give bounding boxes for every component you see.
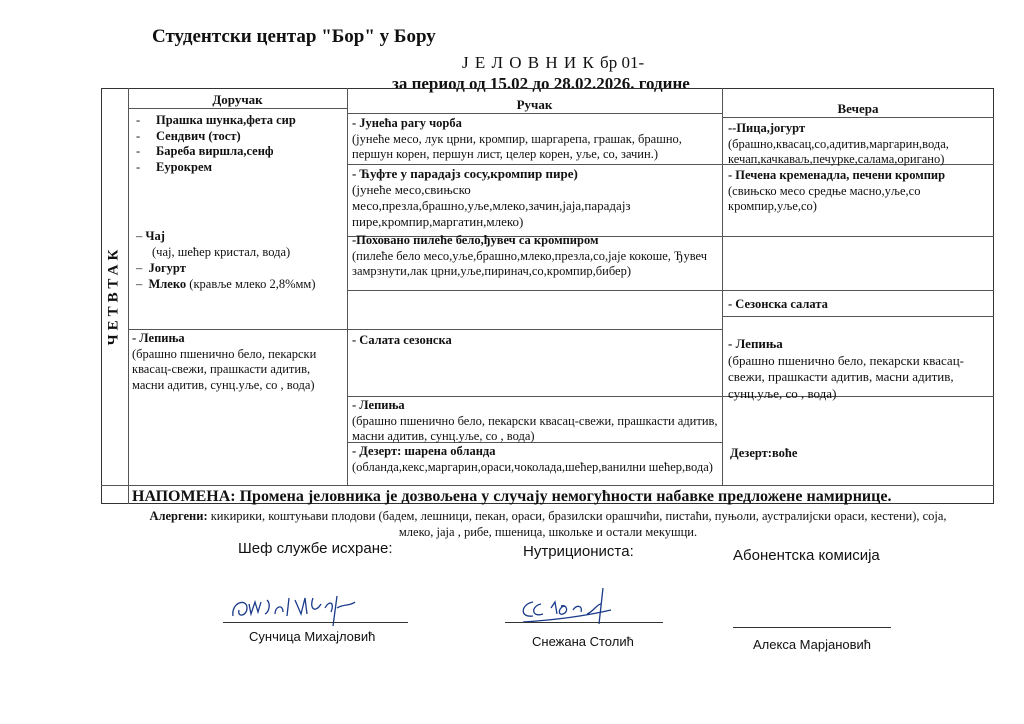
list-item: - Сендвич (тост) (136, 128, 241, 143)
bread-desc: (брашно пшенично бело, пекарски квасац-свежи, прашкасти адитив, масни адитив, сунц.уље, со , вода) (132, 346, 317, 392)
lunch-dessert: - Дезерт: шарена обланда (обланда,кекс,маргарин,ораси,чоколада,шећер,ванилни шећер,вода) (352, 444, 713, 474)
signature-line (223, 622, 408, 623)
menu-note: НАПОМЕНА: Промена јеловника је дозвољена у случају немогућности набавке предложене намирнице. (132, 488, 892, 505)
divider (128, 329, 722, 330)
menu-period: за период од 15.02 до 28.02.2026. године (392, 74, 690, 93)
divider (722, 316, 994, 317)
lunch-bread: - Лепиња (брашно пшенично бело, пекарски квасац-свежи, прашкасти адитив, масни адитив, сунц.уље, со , вода) (352, 398, 718, 443)
col-header-dinner: Вечера (837, 101, 879, 116)
lunch-dish-2: - Ћуфте у парадајз сосу,кромпир пире) (јунеће месо,свињско месо,презла,брашно,уље,млеко,зачин,јаја,парадајз пире,кромпир,маргатин,млеко) (352, 166, 631, 229)
menu-title-word: Ј Е Л О В Н И К (462, 53, 595, 72)
col-header-breakfast: Доручак (212, 92, 263, 107)
menu-title (462, 53, 644, 73)
allergens-label: Алергени: (149, 509, 208, 523)
signature-role-nutritionist: Нутриционистa: (523, 543, 634, 560)
divider (347, 113, 722, 114)
list-item: - Прашка шунка,фета сир (136, 113, 296, 127)
divider (722, 88, 723, 485)
tea-desc: (чај, шећер кристал, вода) (152, 245, 291, 259)
lunch-dish-1: - Јунећа рагу чорба (јунеће месо, лук црни, кромпир, шаргарепа, грашак, брашно, першун корен, першун лист, целер корен, уље, со, зачин.) (352, 116, 682, 161)
dinner-bread: - Лепиња (брашно пшенично бело, пекарски квасац-свежи, прашкасти адитив, масни адитив, сунц.уље, со , вода) (728, 336, 964, 401)
divider (101, 485, 994, 486)
day-label-text: ЧЕТВТАК (105, 245, 122, 346)
breakfast-drinks (136, 228, 346, 292)
signature-line (733, 627, 891, 628)
institution-title: Студентски центар "Бор" у Бору (152, 26, 436, 47)
list-item: - Еурокрем (136, 159, 213, 174)
col-header-lunch: Ручак (516, 97, 553, 112)
day-label (104, 232, 126, 362)
lunch-dish-3: -Поховано пилеће бело,ђувеч са кромпиром (пилеће бело месо,уље,брашно,млеко,презла,со,јаје кокоше, Ђувеч замрзнути,лак црни,уље,пиринач,со,кромпир,бибер) (352, 233, 708, 278)
signature-name-chef: Сунчица Михајловић (249, 629, 376, 644)
divider (347, 290, 994, 291)
list-item: - Бареба виршла,сенф (136, 144, 274, 158)
lunch-salad: - Салата сезонска (352, 333, 452, 347)
bread-title: - Лепиња (132, 331, 185, 345)
divider (722, 117, 994, 118)
tea-item: – Чај (136, 229, 165, 243)
allergens-text: кикирики, коштуњави плодови (бадем, лешници, пекан, ораси, бразилски орашчићи, пистаћи, пуњоли, аустралијски ораси, кестени), соја, млеко, јаја , рибе, пшеница, школьке и остали мекушци. (210, 509, 947, 539)
signature-line (505, 622, 663, 623)
dinner-salad: - Сезонска салата (728, 297, 828, 311)
milk-item: – Млеко (крављe млеко 2,8%мм) (136, 277, 316, 291)
dinner-dish-1: --Пица,јогурт (брашно,квасац,со,адитив,маргарин,вода, кечап,качкаваљ,печурке,салама,оригано) (728, 121, 949, 166)
divider (347, 88, 348, 485)
signature-role-committee: Абонентска комисија (733, 547, 880, 564)
signature-name-nutritionist: Снежана Столић (532, 634, 634, 649)
allergens (148, 508, 948, 540)
divider (128, 108, 347, 109)
breakfast-items (136, 113, 346, 175)
signature-role-chef: Шеф службе исхране: (238, 540, 393, 557)
menu-number: бр 01- (600, 53, 645, 72)
divider (128, 88, 129, 504)
dinner-dish-2: - Печена кременадла, печени кромпир (свињско месо средње масно,уље,со кромпир,уље,со) (728, 168, 946, 213)
yogurt-item: – Јогурт (136, 261, 186, 275)
dinner-dessert: Дезерт:воће (730, 446, 798, 460)
breakfast-bread (132, 331, 344, 393)
signature-name-committee: Алекса Марјановић (753, 637, 872, 652)
